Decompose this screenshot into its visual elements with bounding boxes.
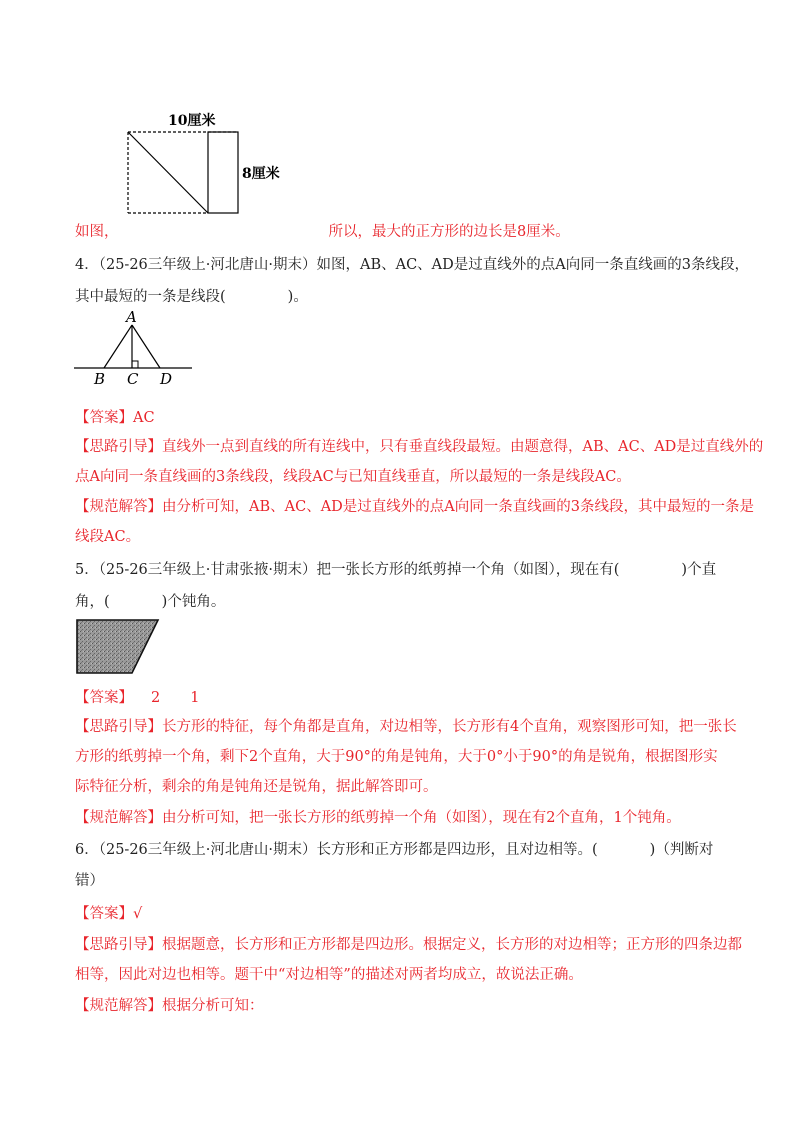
q5-stem-part-d: )个钝角。 (161, 594, 226, 610)
q5-guide-line2: 方形的纸剪掉一个角，剩下2个直角，大于90°的角是钝角，大于0°小于90°的角是锐角，根据图形实 (75, 749, 718, 765)
q6-answer: √ (133, 906, 143, 922)
q3-answer-suffix: 所以，最大的正方形的边长是8厘米。 (328, 224, 570, 240)
q5-answer-1: 2 (151, 690, 161, 706)
solution-tag: 【规范解答】 (75, 499, 162, 515)
q5-solution-text1: 由分析可知，把一张长方形的纸剪掉一个角（如图），现在有2个直角，1个钝角。 (162, 810, 681, 826)
q6-stem-line1 (75, 840, 713, 860)
q4-stem-line1: 4．（25-26三年级上·河北唐山·期末）如图，AB、AC、AD是过直线外的点A向同一条直线画的3条线段， (75, 257, 749, 273)
perpendicular-lines-figure (72, 308, 202, 388)
q4-solution-text1: 由分析可知，AB、AC、AD是过直线外的点A向同一条直线画的3条线段，其中最短的一条是 (162, 499, 754, 515)
q5-stem-part-a: 5．（25-26三年级上·甘肃张掖·期末）把一张长方形的纸剪掉一个角（如图），现在有( (75, 562, 620, 578)
q4-stem-part-b: )。 (287, 289, 308, 305)
q6-stem-part-a: 6．（25-26三年级上·河北唐山·期末）长方形和正方形都是四边形，且对边相等。( (75, 842, 598, 858)
point-c-label: C (127, 370, 139, 388)
guide-tag: 【思路引导】 (75, 937, 162, 953)
guide-tag: 【思路引导】 (75, 439, 162, 455)
answer-tag: 【答案】 (75, 410, 133, 426)
answer-tag: 【答案】 (75, 690, 133, 706)
cut-rectangle-figure (76, 619, 166, 675)
q5-stem-part-b: )个直 (681, 562, 717, 578)
q4-stem-part-a: 其中最短的一条是线段( (75, 289, 226, 305)
rectangle-square-figure (118, 108, 298, 218)
q6-answer-line (75, 904, 142, 924)
q5-stem-line2 (75, 592, 225, 612)
guide-tag: 【思路引导】 (75, 719, 162, 735)
q4-guide-line1 (75, 437, 763, 457)
q5-answer-line (75, 688, 199, 708)
q6-guide-line1 (75, 935, 742, 955)
q5-stem-line1 (75, 560, 716, 580)
q5-answer-2: 1 (190, 690, 200, 706)
solution-tag: 【规范解答】 (75, 998, 162, 1014)
q5-solution-line1 (75, 808, 681, 828)
point-b-label: B (94, 370, 106, 388)
q4-answer-line (75, 408, 155, 428)
top-length-label: 10厘米 (168, 113, 216, 129)
q6-guide-line2: 相等，因此对边也相等。题干中“对边相等”的描述对两者均成立，故说法正确。 (75, 967, 583, 983)
q4-guide-line2: 点A向同一条直线画的3条线段，线段AC与已知直线垂直，所以最短的一条是线段AC。 (75, 469, 631, 485)
point-d-label: D (160, 370, 173, 388)
answer-tag: 【答案】 (75, 906, 133, 922)
q6-stem-line2: 错） (75, 873, 104, 889)
q4-answer: AC (133, 410, 155, 426)
q4-solution-line2: 线段AC。 (75, 529, 141, 545)
q5-guide-line3: 际特征分析，剩余的角是钝角还是锐角，据此解答即可。 (75, 779, 438, 795)
q3-answer-line (75, 222, 570, 242)
side-length-label: 8厘米 (242, 166, 280, 182)
point-a-label: A (126, 308, 137, 326)
q4-guide-text1: 直线外一点到直线的所有连线中，只有垂直线段最短。由题意得，AB、AC、AD是过直线外的 (162, 439, 764, 455)
q6-stem-part-b: )（判断对 (649, 842, 714, 858)
q5-guide-line1 (75, 717, 737, 737)
q5-stem-part-c: 角，( (75, 594, 110, 610)
q4-solution-line1 (75, 497, 754, 517)
q6-guide-text1: 根据题意，长方形和正方形都是四边形。根据定义，长方形的对边相等；正方形的四条边都 (162, 937, 742, 953)
solution-tag: 【规范解答】 (75, 810, 162, 826)
q3-answer-prefix: 如图， (75, 224, 119, 240)
q6-solution-line1 (75, 996, 264, 1016)
q4-stem-line2 (75, 287, 308, 307)
q5-guide-text1: 长方形的特征，每个角都是直角，对边相等，长方形有4个直角，观察图形可知，把一张长 (162, 719, 737, 735)
q6-solution-text1: 根据分析可知： (162, 998, 264, 1014)
